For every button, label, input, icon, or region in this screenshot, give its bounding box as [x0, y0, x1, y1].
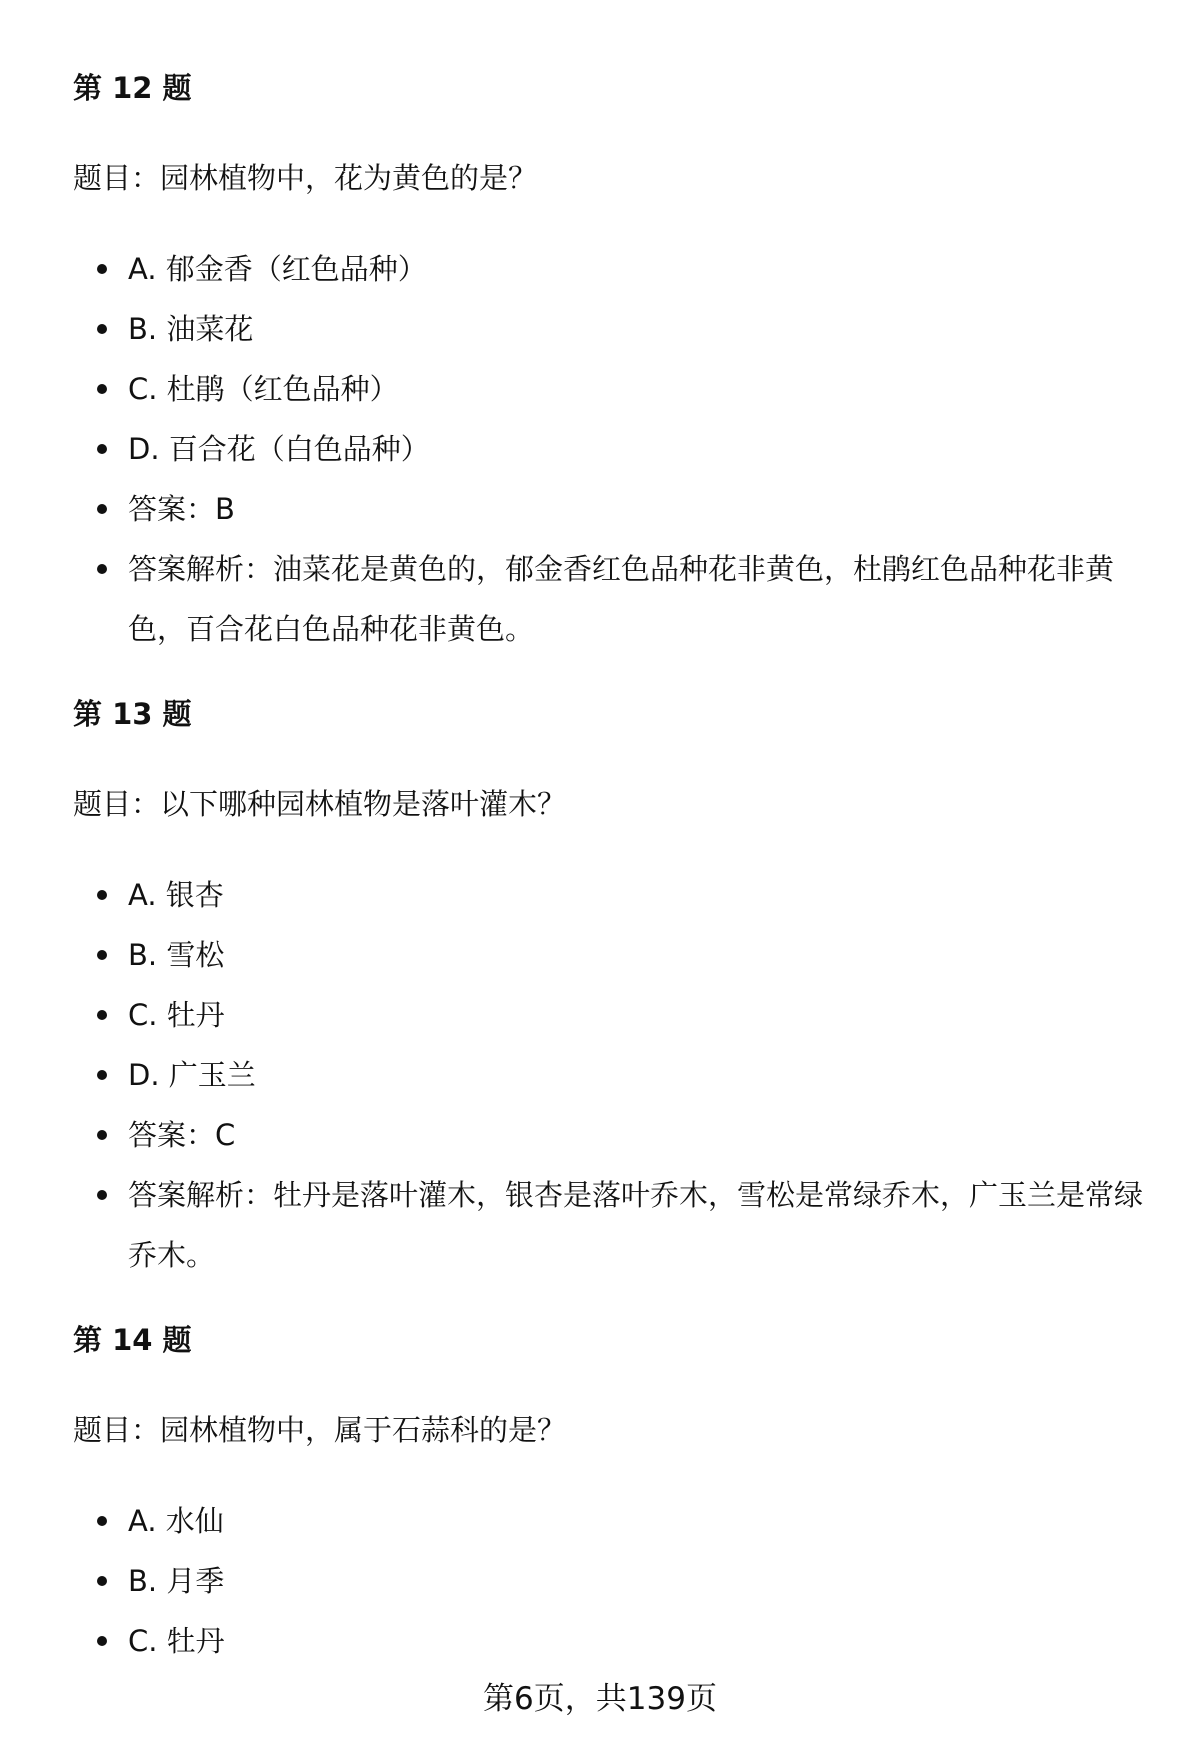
option-a — [73, 1491, 1153, 1551]
bullet-icon — [97, 1576, 107, 1586]
bullet-icon — [97, 1190, 107, 1200]
question-12 — [73, 68, 1153, 659]
option-text: A. 郁金香（红色品种） — [128, 252, 427, 286]
bullet-icon — [97, 1130, 107, 1140]
bullet-icon — [97, 890, 107, 900]
option-a — [73, 865, 1153, 925]
answer-explanation — [73, 539, 1153, 659]
option-a — [73, 239, 1153, 299]
question-stem: 题目：园林植物中，属于石蒜科的是？ — [73, 1413, 567, 1447]
option-b — [73, 925, 1153, 985]
option-text: C. 牡丹 — [128, 998, 225, 1032]
option-c — [73, 359, 1153, 419]
explanation-text: 答案解析：牡丹是落叶灌木，银杏是落叶乔木，雪松是常绿乔木，广玉兰是常绿乔木。 — [128, 1178, 1144, 1272]
bullet-icon — [97, 1636, 107, 1646]
question-option-list — [73, 865, 1153, 1285]
option-text: C. 牡丹 — [128, 1624, 225, 1658]
answer — [73, 479, 1153, 539]
bullet-icon — [97, 384, 107, 394]
option-b — [73, 299, 1153, 359]
option-text: A. 银杏 — [128, 878, 224, 912]
question-option-list — [73, 1491, 1153, 1671]
answer-text: 答案：B — [128, 492, 235, 526]
option-b — [73, 1551, 1153, 1611]
question-option-list — [73, 239, 1153, 659]
bullet-icon — [97, 1010, 107, 1020]
bullet-icon — [97, 564, 107, 574]
bullet-icon — [97, 504, 107, 514]
option-text: B. 月季 — [128, 1564, 225, 1598]
option-text: D. 百合花（白色品种） — [128, 432, 430, 466]
question-heading: 第 14 题 — [73, 1323, 192, 1357]
question-13 — [73, 694, 1153, 1285]
explanation-text: 答案解析：油菜花是黄色的，郁金香红色品种花非黄色，杜鹃红色品种花非黄色，百合花白色品种花非黄色。 — [128, 552, 1115, 646]
question-stem: 题目：以下哪种园林植物是落叶灌木？ — [73, 787, 567, 821]
question-stem: 题目：园林植物中，花为黄色的是？ — [73, 161, 538, 195]
option-text: B. 雪松 — [128, 938, 225, 972]
bullet-icon — [97, 324, 107, 334]
bullet-icon — [97, 444, 107, 454]
page-number-footer: 第6页，共139页 — [483, 1681, 717, 1717]
option-text: D. 广玉兰 — [128, 1058, 256, 1092]
bullet-icon — [97, 264, 107, 274]
option-c — [73, 985, 1153, 1045]
answer — [73, 1105, 1153, 1165]
option-d — [73, 1045, 1153, 1105]
bullet-icon — [97, 1070, 107, 1080]
option-c — [73, 1611, 1153, 1671]
bullet-icon — [97, 1516, 107, 1526]
option-d — [73, 419, 1153, 479]
option-text: A. 水仙 — [128, 1504, 224, 1538]
option-text: C. 杜鹃（红色品种） — [128, 372, 399, 406]
answer-text: 答案：C — [128, 1118, 236, 1152]
question-heading: 第 13 题 — [73, 697, 192, 731]
question-14 — [73, 1320, 1153, 1671]
option-text: B. 油菜花 — [128, 312, 254, 346]
question-heading: 第 12 题 — [73, 71, 192, 105]
bullet-icon — [97, 950, 107, 960]
answer-explanation — [73, 1165, 1153, 1285]
